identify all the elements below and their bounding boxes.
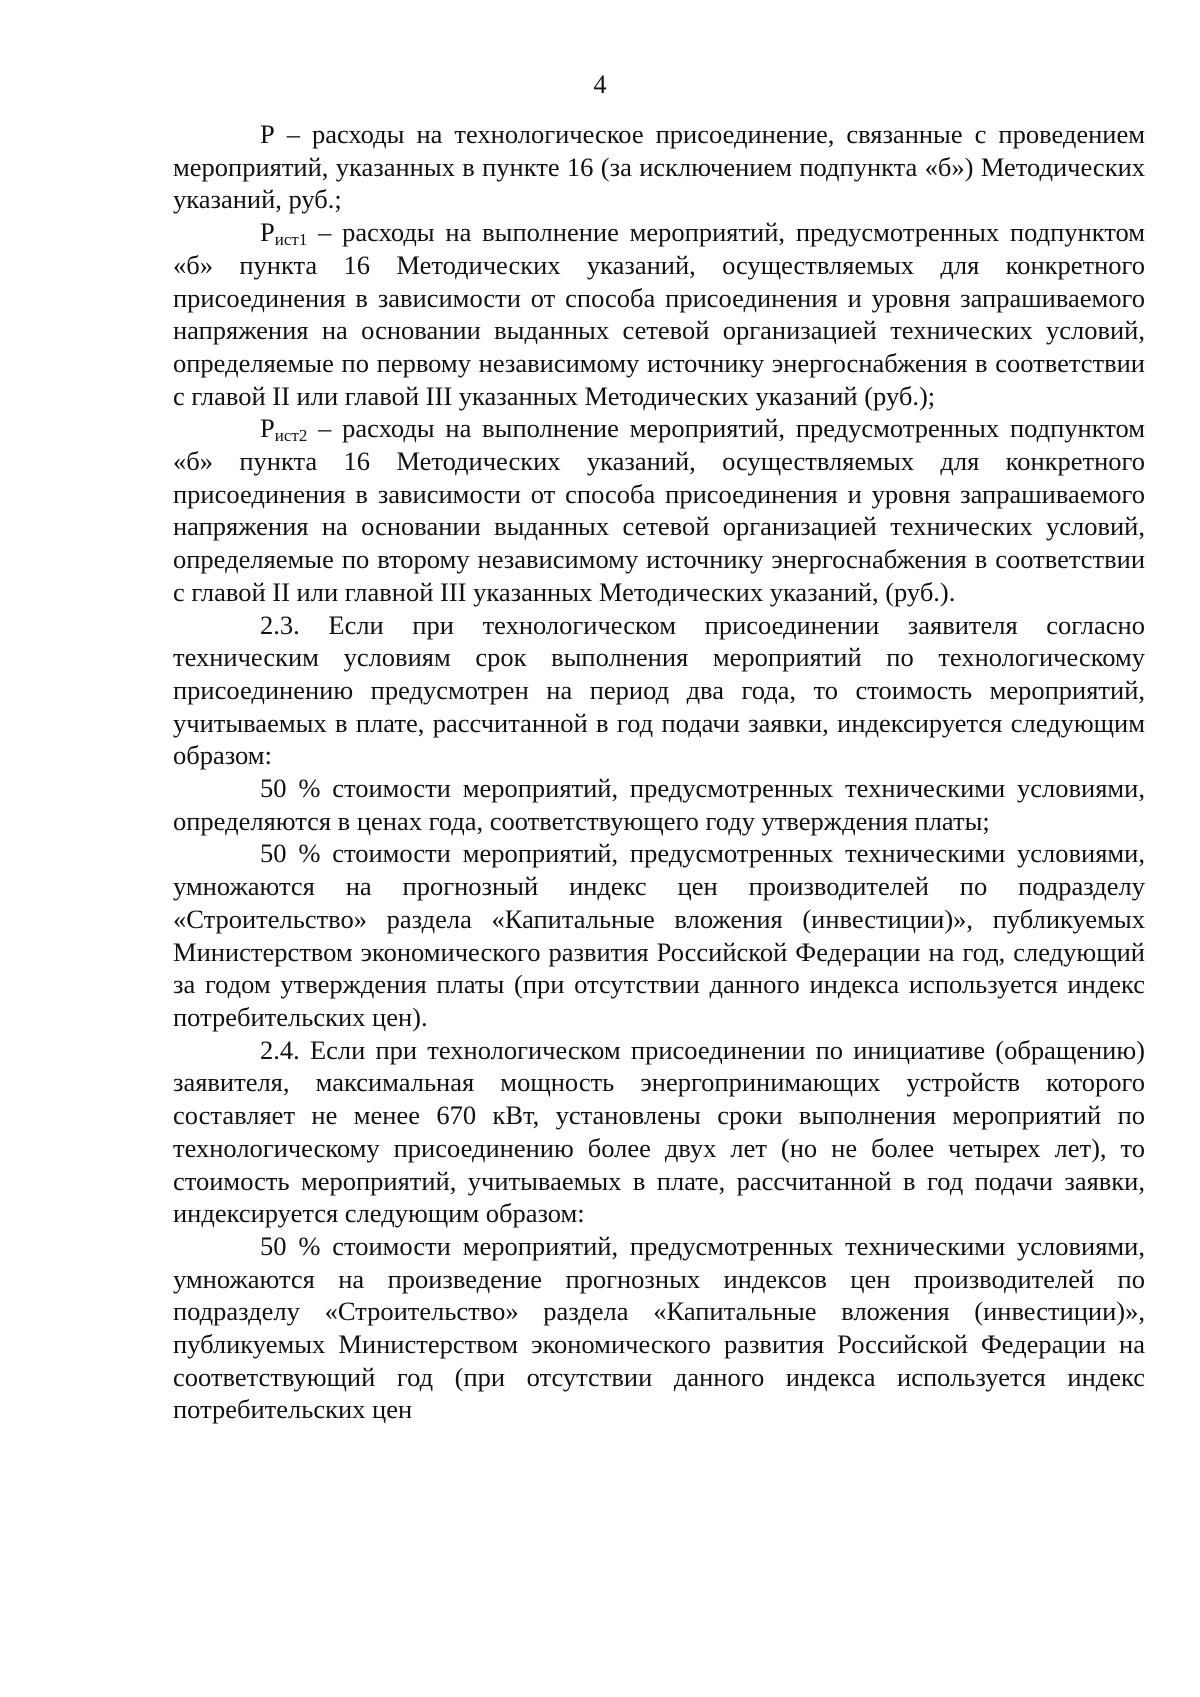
paragraph-text: 50 % стоимости мероприятий, предусмотренных техническими условиями, умножаются на прогнозный индекс цен производителей по подразделу «Строительство» раздела «Капитальные вложения (инвестиции)», публикуемых Министерством экономического развития Российской Федерации на год, следующий за годом утверждения платы (при отсутствии данного индекса используется индекс потребительских цен). (173, 838, 1145, 1032)
paragraph-p-source2-definition (173, 412, 1145, 608)
paragraph-p-source1-definition (173, 216, 1145, 412)
document-body (173, 118, 1145, 1426)
paragraph-clause-2-4-item-1 (173, 1230, 1145, 1426)
paragraph-clause-2-3-item-2 (173, 837, 1145, 1033)
symbol-subscript: ист1 (274, 230, 308, 250)
paragraph-clause-2-3 (173, 609, 1145, 773)
symbol: Р (260, 217, 275, 248)
paragraph-text: – расходы на выполнение мероприятий, предусмотренных подпунктом «б» пункта 16 Методических указаний, осуществляемых для конкретного присоединения в зависимости от способа присоединения и уровня запрашиваемого напряжения на основании выданных сетевой организацией технических условий, определяемые по второму независимому источнику энергоснабжения в соответствии с главой II или главной III указанных Методических указаний, (руб.). (173, 413, 1145, 607)
paragraph-text: 50 % стоимости мероприятий, предусмотренных техническими условиями, умножаются на произведение прогнозных индексов цен производителей по подразделу «Строительство» раздела «Капитальные вложения (инвестиции)», публикуемых Министерством экономического развития Российской Федерации на соответствующий год (при отсутствии данного индекса используется индекс потребительских цен (173, 1230, 1145, 1425)
paragraph-p-definition (173, 118, 1145, 216)
paragraph-text: 50 % стоимости мероприятий, предусмотренных техническими условиями, определяются в ценах года, соответствующего году утверждения платы; (173, 773, 1145, 836)
symbol: Р (260, 413, 275, 444)
paragraph-clause-2-3-item-1 (173, 772, 1145, 837)
page-number: 4 (593, 70, 607, 99)
paragraph-text: Р – расходы на технологическое присоединение, связанные с проведением мероприятий, указанных в пункте 16 (за исключением подпункта «б») Методических указаний, руб.; (173, 119, 1145, 215)
paragraph-text: 2.4. Если при технологическом присоединении по инициативе (обращению) заявителя, максимальная мощность энергопринимающих устройств которого составляет не менее 670 кВт, установлены сроки выполнения мероприятий по технологическому присоединению более двух лет (но не более четырех лет), то стоимость мероприятий, учитываемых в плате, рассчитанной в год подачи заявки, индексируется следующим образом: (173, 1034, 1145, 1229)
paragraph-clause-2-4 (173, 1034, 1145, 1230)
paragraph-text: 2.3. Если при технологическом присоединении заявителя согласно техническим условиям срок выполнения мероприятий по технологическому присоединению предусмотрен на период два года, то стоимость мероприятий, учитываемых в плате, рассчитанной в год подачи заявки, индексируется следующим образом: (173, 609, 1145, 771)
symbol-subscript: ист2 (274, 426, 308, 446)
paragraph-text: – расходы на выполнение мероприятий, предусмотренных подпунктом «б» пункта 16 Методических указаний, осуществляемых для конкретного присоединения в зависимости от способа присоединения и уровня запрашиваемого напряжения на основании выданных сетевой организацией технических условий, определяемые по первому независимому источнику энергоснабжения в соответствии с главой II или главой III указанных Методических указаний (руб.); (173, 217, 1145, 411)
